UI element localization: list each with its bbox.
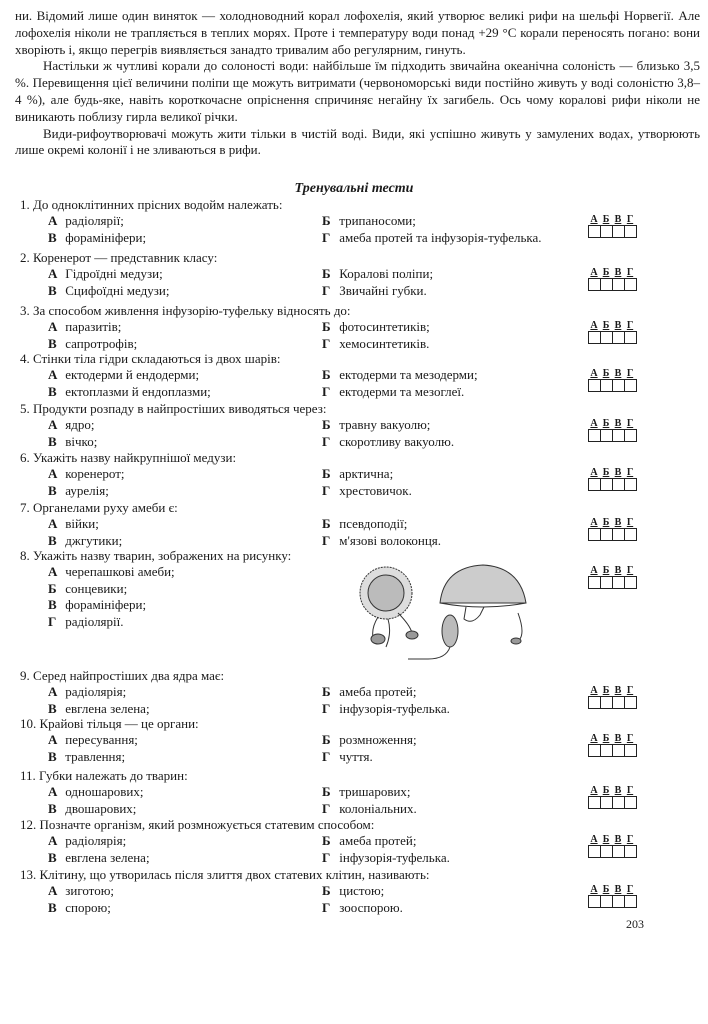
answer-grid [588,418,636,442]
option-text: коренерот; [65,466,125,481]
option-text: черепашкові амеби; [65,564,175,579]
answer-grid-letter: А [590,368,598,379]
answer-option [322,466,592,483]
answer-option [48,850,322,867]
option-text: війки; [65,516,99,531]
option-letter: В [48,282,57,298]
answer-option [48,213,322,230]
answer-grid [588,733,636,757]
option-letter: А [48,319,58,334]
option-text: амеба протей; [339,833,417,848]
option-text: сонцевики; [65,580,128,596]
option-letter: А [48,684,58,699]
answer-option [48,266,322,283]
answer-checkbox[interactable] [624,379,637,392]
option-letter: Б [322,213,331,228]
answer-grid-letter: Г [626,733,634,744]
option-text: амеба протей; [339,684,417,699]
answer-grid-letter: А [590,418,598,429]
question-text: 4. Стінки тіла гідри складаються із двох шарів: [20,351,281,366]
answer-option [322,213,592,230]
option-text: ектоплазми й ендоплазми; [65,383,211,399]
answer-grid [588,685,636,709]
option-text: амеба протей та інфузорія-туфелька. [339,229,542,245]
option-text: радіолярії. [65,613,124,629]
answer-grid-letter: Г [626,418,634,429]
option-text: Коралові поліпи; [339,266,434,281]
answer-grid-letter: В [614,214,622,225]
answer-grid-letter: Б [602,834,610,845]
answer-grid-letter: Б [602,685,610,696]
answer-checkbox[interactable] [624,845,637,858]
answer-grid-letter: А [590,320,598,331]
option-letter: В [48,800,57,816]
answer-grid [588,368,636,392]
answer-grid-letter: Г [626,685,634,696]
answer-grid [588,785,636,809]
answer-grid [588,834,636,858]
question [20,668,620,717]
answer-option [48,230,322,247]
protozoa-illustration [348,555,538,663]
answer-option [48,533,322,550]
option-letter: Б [322,883,331,898]
option-letter: Г [322,800,331,816]
option-text: зооспорою. [339,899,403,915]
option-letter: Г [48,613,57,629]
answer-option [322,732,592,749]
option-text: чуття. [339,748,373,764]
option-text: Звичайні губки. [339,282,427,298]
answer-grid-letter: Б [602,214,610,225]
answer-grid-letter: В [614,320,622,331]
answer-grid-letter: Б [602,733,610,744]
option-text: ектодерми та мезодерми; [339,367,478,382]
option-text: колоніальних. [339,800,417,816]
option-text: спорою; [65,899,111,915]
answer-grid-letter: А [590,785,598,796]
option-text: евглена зелена; [65,700,150,716]
answer-grid-letter: А [590,834,598,845]
answer-grid-letter: Г [626,834,634,845]
answer-grid-letter: Б [602,884,610,895]
answer-option [48,701,322,718]
answer-checkbox[interactable] [624,744,637,757]
answer-option [322,336,592,353]
question [20,768,620,817]
answer-option [322,883,592,900]
option-letter: А [48,883,58,898]
option-letter: В [48,700,57,716]
answer-grid [588,467,636,491]
question [20,197,620,246]
option-letter: В [48,383,57,399]
answer-grid-letter: Б [602,517,610,528]
answer-grid-letter: Б [602,320,610,331]
answer-option [48,614,322,631]
answer-option [322,483,592,500]
answer-grid-letter: В [614,267,622,278]
option-letter: В [48,229,57,245]
answer-option [48,417,322,434]
option-letter: А [48,266,58,281]
option-text: джгутики; [65,532,123,548]
answer-checkbox[interactable] [624,696,637,709]
option-text: ядро; [65,417,95,432]
answer-option [48,516,322,533]
intro-text [15,8,700,159]
answer-grid [588,214,636,238]
option-text: ектодерми та мезоглеї. [339,383,465,399]
question [20,450,620,499]
answer-option [48,597,322,614]
question [20,716,620,765]
question-text: 3. За способом живлення інфузорію-туфельку відносять до: [20,303,351,318]
option-letter: Г [322,482,331,498]
option-letter: Г [322,700,331,716]
option-letter: Б [322,417,331,432]
answer-option [48,336,322,353]
answer-grid-letter: А [590,517,598,528]
answer-option [48,900,322,917]
answer-option [322,230,592,247]
answer-option [48,483,322,500]
answer-grid-letter: В [614,733,622,744]
option-text: хемосинтетиків. [339,335,430,351]
answer-grid-letter: В [614,418,622,429]
option-letter: В [48,748,57,764]
option-text: ектодерми й ендодерми; [65,367,200,382]
option-text: тришарових; [339,784,411,799]
question [20,500,620,549]
answer-grid [588,884,636,908]
answer-option [322,283,592,300]
answer-grid-letter: Г [626,517,634,528]
option-text: паразитів; [65,319,122,334]
answer-option [48,684,322,701]
answer-grid-letter: Г [626,214,634,225]
option-text: вічко; [65,433,98,449]
answer-grid-letter: Б [602,467,610,478]
option-text: інфузорія-туфелька. [339,700,450,716]
answer-checkbox[interactable] [624,528,637,541]
option-text: фотосинтетиків; [339,319,430,334]
answer-grid-letter: А [590,214,598,225]
option-text: інфузорія-туфелька. [339,849,450,865]
question-text: 12. Позначте організм, який розмножується статевим способом: [20,817,375,832]
answer-checkbox[interactable] [624,278,637,291]
answer-grid [588,565,636,589]
answer-grid-letter: В [614,785,622,796]
answer-option [322,749,592,766]
answer-checkbox[interactable] [624,225,637,238]
answer-option [322,701,592,718]
answer-grid-letter: В [614,368,622,379]
option-text: м'язові волоконця. [339,532,442,548]
option-letter: А [48,516,58,531]
option-letter: Г [322,282,331,298]
answer-option [322,367,592,384]
option-letter: Б [322,516,331,531]
option-letter: А [48,213,58,228]
option-letter: А [48,784,58,799]
answer-grid-letter: В [614,467,622,478]
option-text: Сцифоїдні медузи; [65,282,170,298]
answer-option [48,466,322,483]
question-text: 11. Губки належать до тварин: [20,768,188,783]
answer-checkbox[interactable] [624,796,637,809]
answer-grid-letter: А [590,685,598,696]
answer-grid-letter: А [590,565,598,576]
option-letter: Б [322,684,331,699]
option-text: форамініфери; [65,229,147,245]
option-letter: Г [322,532,331,548]
answer-grid-letter: В [614,517,622,528]
answer-option [48,384,322,401]
answer-option [48,564,322,581]
option-letter: Г [322,335,331,351]
option-letter: В [48,849,57,865]
answer-grid-letter: В [614,565,622,576]
option-text: Гідроїдні медузи; [65,266,163,281]
option-text: травлення; [65,748,126,764]
question [20,867,620,916]
option-letter: В [48,433,57,449]
option-letter: Б [322,784,331,799]
answer-option [322,384,592,401]
question-text: 9. Серед найпростіших два ядра має: [20,668,225,683]
answer-grid-letter: В [614,884,622,895]
option-letter: Г [322,229,331,245]
answer-grid-letter: А [590,467,598,478]
answer-option [322,684,592,701]
option-letter: А [48,367,58,382]
answer-checkbox[interactable] [624,478,637,491]
question-text: 1. До одноклітинних прісних водойм належать: [20,197,283,212]
option-letter: Б [322,732,331,747]
answer-option [48,883,322,900]
answer-grid-letter: Г [626,785,634,796]
answer-grid-letter: Б [602,565,610,576]
option-letter: А [48,466,58,481]
answer-grid-letter: Б [602,785,610,796]
question-text: 2. Коренерот — представник класу: [20,250,218,265]
option-letter: А [48,564,58,579]
answer-option [322,434,592,451]
answer-option [322,516,592,533]
answer-option [322,533,592,550]
option-letter: В [48,597,57,612]
option-text: пересування; [65,732,138,747]
question-text: 5. Продукти розпаду в найпростіших виводяться через: [20,401,327,416]
option-text: псевдоподії; [339,516,408,531]
answer-option [48,434,322,451]
answer-grid [588,320,636,344]
option-text: скоротливу вакуолю. [339,433,455,449]
option-letter: Б [322,833,331,848]
question-text: 7. Органелами руху амеби є: [20,500,178,515]
section-title: Тренувальні тести [294,181,414,196]
option-letter: В [48,899,57,915]
answer-option [48,367,322,384]
option-text: форамініфери; [65,597,147,612]
answer-option [322,801,592,818]
question [20,401,620,450]
option-letter: В [48,335,57,351]
option-letter: В [48,482,57,498]
option-letter: Б [322,466,331,481]
answer-grid-letter: А [590,267,598,278]
answer-option [48,581,322,598]
answer-option [322,266,592,283]
option-text: радіолярії; [65,213,124,228]
answer-option [48,749,322,766]
question-text: 10. Крайові тільця — це органи: [20,716,199,731]
answer-grid-letter: Б [602,267,610,278]
answer-option [322,319,592,336]
answer-option [48,319,322,336]
answer-option [48,283,322,300]
option-text: радіолярія; [65,684,127,699]
answer-option [322,784,592,801]
answer-option [48,784,322,801]
option-text: двошарових; [65,800,137,816]
answer-grid-letter: А [590,733,598,744]
intro-paragraph: Види-рифоутворювачі можуть жити тільки в чистій воді. Види, які успішно живуть у замулених водах, утворюють лише окремі колонії і не зливаються в рифи. [15,125,700,158]
question-text: 13. Клітину, що утворилась після злиття двох статевих клітин, називають: [20,867,430,882]
option-letter: Г [322,383,331,399]
answer-grid-letter: Г [626,368,634,379]
option-text: цистою; [339,883,385,898]
answer-grid-letter: В [614,685,622,696]
option-text: трипаносоми; [339,213,416,228]
option-letter: В [48,532,57,548]
answer-grid-letter: Г [626,565,634,576]
option-letter: Г [322,748,331,764]
answer-checkbox[interactable] [624,429,637,442]
intro-paragraph: Настільки ж чутливі корали до солоності води: найбільше їм підходить звичайна океанічна солоність — близько 3,5 %. Перевищення цієї величини поліпи ще можуть витримати (червономорські види постійно живуть у воді солоністю 3,8–4 %), але будь-яке, навіть короткочасне опріснення спричиняє негайну їх загибель. Ось чому коралові рифи ніколи не виникають поблизу гирла великої річки. [15,58,700,124]
answer-checkbox[interactable] [624,576,637,589]
option-text: травну вакуолю; [339,417,431,432]
answer-grid-letter: Г [626,320,634,331]
answer-option [322,900,592,917]
option-text: аурелія; [65,482,109,498]
answer-grid-letter: В [614,834,622,845]
answer-grid [588,517,636,541]
question [20,250,620,299]
answer-option [48,801,322,818]
answer-checkbox[interactable] [624,331,637,344]
option-letter: Б [48,580,57,596]
answer-option [322,833,592,850]
answer-grid-letter: Г [626,884,634,895]
answer-grid [588,267,636,291]
option-letter: Г [322,899,331,915]
option-letter: Г [322,433,331,449]
question [20,817,620,866]
option-text: радіолярія; [65,833,127,848]
question [20,351,620,400]
answer-grid-letter: Г [626,267,634,278]
answer-option [48,732,322,749]
option-text: арктична; [339,466,394,481]
answer-grid-letter: А [590,884,598,895]
answer-grid-letter: Б [602,418,610,429]
question-text: 6. Укажіть назву найкрупнішої медузи: [20,450,237,465]
intro-paragraph: ни. Відомий лише один виняток — холодноводний корал лофохелія, який утворює великі рифи на шельфі Норвегії. Але лофохелія ніколи не трапляється в теплих морях. Проте і температуру води понад +29 °С корали переносять погано: вони хворіють і, якщо перегрів виявляється занадто тривалим або регулярним, гинуть. [15,8,700,57]
option-letter: Б [322,319,331,334]
question [20,303,620,352]
answer-grid-letter: Г [626,467,634,478]
option-text: хрестовичок. [339,482,412,498]
answer-option [322,850,592,867]
option-letter: А [48,833,58,848]
option-text: евглена зелена; [65,849,150,865]
answer-grid-letter: Б [602,368,610,379]
option-letter: Б [322,367,331,382]
option-letter: Г [322,849,331,865]
option-text: сапротрофів; [65,335,138,351]
answer-checkbox[interactable] [624,895,637,908]
option-letter: А [48,417,58,432]
option-letter: А [48,732,58,747]
option-text: зиготою; [65,883,115,898]
answer-option [48,833,322,850]
option-text: одношарових; [65,784,144,799]
page-number: 203 [626,917,644,931]
option-letter: Б [322,266,331,281]
option-text: розмноження; [339,732,417,747]
answer-option [322,417,592,434]
question-text: 8. Укажіть назву тварин, зображених на рисунку: [20,548,292,563]
